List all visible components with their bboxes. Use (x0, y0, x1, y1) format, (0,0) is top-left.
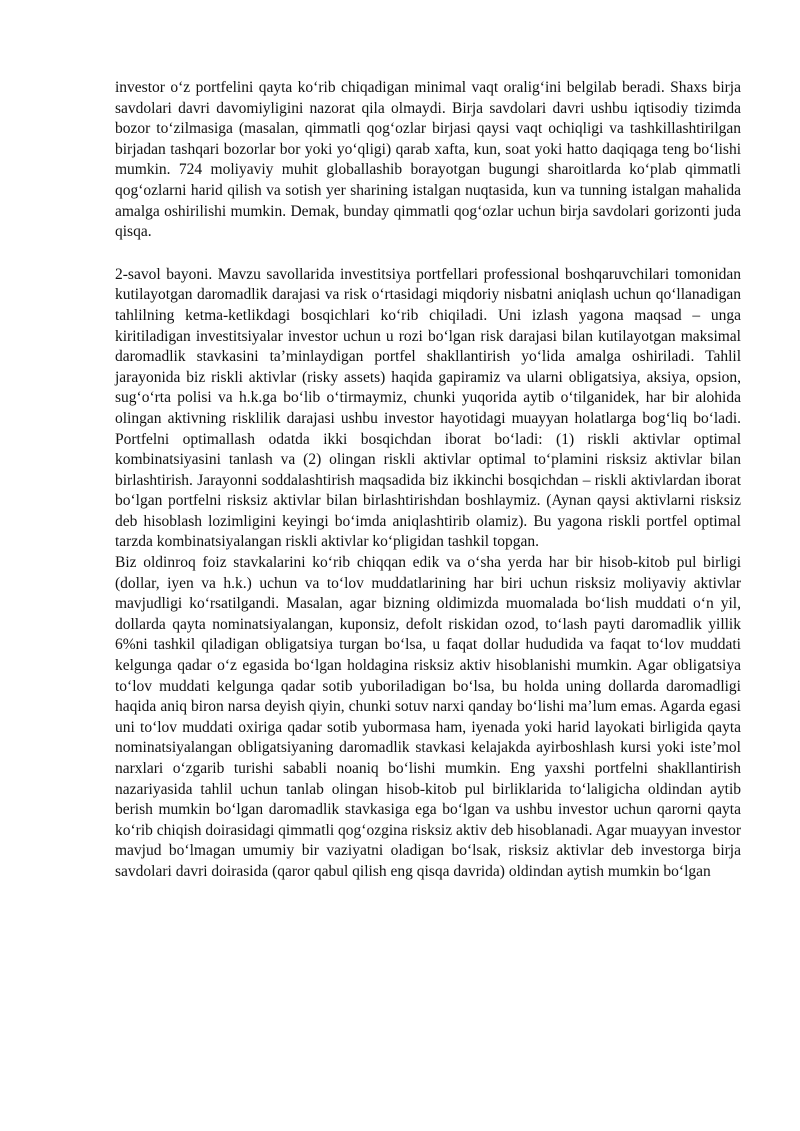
paragraph-question-2: 2-savol bayoni. Mavzu savollarida investitsiya portfellari professional boshqaruvchilari tomonidan kutilayotgan daromadlik darajasi va risk o‘rtasidagi miqdoriy nisbatni aniqlash uchun qo‘llanadigan tahlilning ketma-ketlikdagi bosqichlari ko‘rib chiqiladi. Uni izlash yagona maqsad – unga kiritiladigan investitsiyalar investor uchun u rozi bo‘lgan risk darajasi bilan kutilayotgan maksimal daromadlik stavkasini ta’minlaydigan portfel shakllantirish yo‘lida amalga oshiriladi. Tahlil jarayonida biz riskli aktivlar (risky assets) haqida gapiramiz va ularni obligatsiya, aksiya, opsion, sug‘o‘rta polisi va h.k.ga bo‘lib o‘tirmaymiz, chunki yuqorida aytib o‘tilganidek, har bir alohida olingan aktivning risklilik darajasi ushbu investor hayotidagi muayyan holatlarga bog‘liq bo‘ladi. Portfelni optimallash odatda ikki bosqichdan iborat bo‘ladi: (1) riskli aktivlar optimal kombinatsiyasini tanlash va (2) olingan riskli aktivlar optimal to‘plamini risksiz aktivlar bilan birlashtirish. Jarayonni soddalashtirish maqsadida biz ikkinchi bosqichdan – riskli aktivlardan iborat bo‘lgan portfelni risksiz aktivlar bilan birlashtirishdan boshlaymiz. (Aynan qaysi aktivlarni risksiz deb hisoblash lozimligini keyingi bo‘imda aniqlashtirib olamiz). Bu yagona riskli portfel optimal tarzda kombinatsiyalangan riskli aktivlar ko‘pligidan tashkil topgan. (115, 265, 741, 551)
paragraph-risk-free-assets: Biz oldinroq foiz stavkalarini ko‘rib chiqqan edik va o‘sha yerda har bir hisob-kitob pul birligi (dollar, iyen va h.k.) uchun va to‘lov muddatlarining har biri uchun risksiz moliyaviy aktivlar mavjudligi ko‘rsatilgandi. Masalan, agar bizning oldimizda muomalada bo‘lish muddati o‘n yil, dollarda qayta nominatsiyalangan, kuponsiz, defolt riskidan ozod, to‘lash payti daromadlik yillik 6%ni tashkil qiladigan obligatsiya turgan bo‘lsa, u faqat dollar hududida va faqat to‘lov muddati kelgunga qadar o‘z egasida bo‘lgan holdagina risksiz aktiv hisoblanishi mumkin. Agar obligatsiya to‘lov muddati kelgunga qadar sotib yuboriladigan bo‘lsa, bu holda uning dollarda daromadligi haqida aniq biron narsa deyish qiyin, chunki sotuv narxi qanday bo‘lishi ma’lum emas. Agarda egasi uni to‘lov muddati oxiriga qadar sotib yubormasa ham, iyenada yoki harid layokati birligida qayta nominatsiyalangan obligatsiyaning daromadlik stavkasi kelajakda ayirboshlash kursi yoki iste’mol narxlari o‘zgarib turishi sababli noaniq bo‘lishi mumkin. Eng yaxshi portfelni shakllantirish nazariyasida tahlil uchun tanlab olingan hisob-kitob pul birliklarida to‘laligicha oldindan aytib berish mumkin bo‘lgan daromadlik stavkasiga ega bo‘lgan va ushbu investor uchun qarorni qayta ko‘rib chiqish doirasidagi qimmatli qog‘ozgina risksiz aktiv deb hisoblanadi. Agar muayyan investor mavjud bo‘lmagan umumiy bir vaziyatni oladigan bo‘lsak, risksiz aktivlar deb investorga birja savdolari davri doirasida (qaror qabul qilish eng qisqa davrida) oldindan aytish mumkin bo‘lgan (115, 554, 741, 880)
paragraph-spacer (115, 243, 741, 265)
paragraph-intro: investor o‘z portfelini qayta ko‘rib chiqadigan minimal vaqt oralig‘ini belgilab beradi. Shaxs birja savdolari davri davomiyligini nazorat qila olmaydi. Birja savdolari davri ushbu iqtisodiy tizimda bozor to‘zilmasiga (masalan, qimmatli qog‘ozlar birjasi qaysi vaqt ochiqligi va tashkillashtirilgan birjadan tashqari bozorlar bor yoki yo‘qligi) qarab xafta, kun, soat yoki hatto daqiqaga teng bo‘lishi mumkin. 724 moliyaviy muhit globallashib borayotgan bugungi sharoitlarda ko‘plab qimmatli qog‘ozlarni harid qilish va sotish yer sharining istalgan nuqtasida, kun va tunning istalgan mahalida amalga oshirilishi mumkin. Demak, bunday qimmatli qog‘ozlar uchun birja savdolari gorizonti juda qisqa. (115, 79, 741, 241)
document-page (115, 78, 741, 883)
